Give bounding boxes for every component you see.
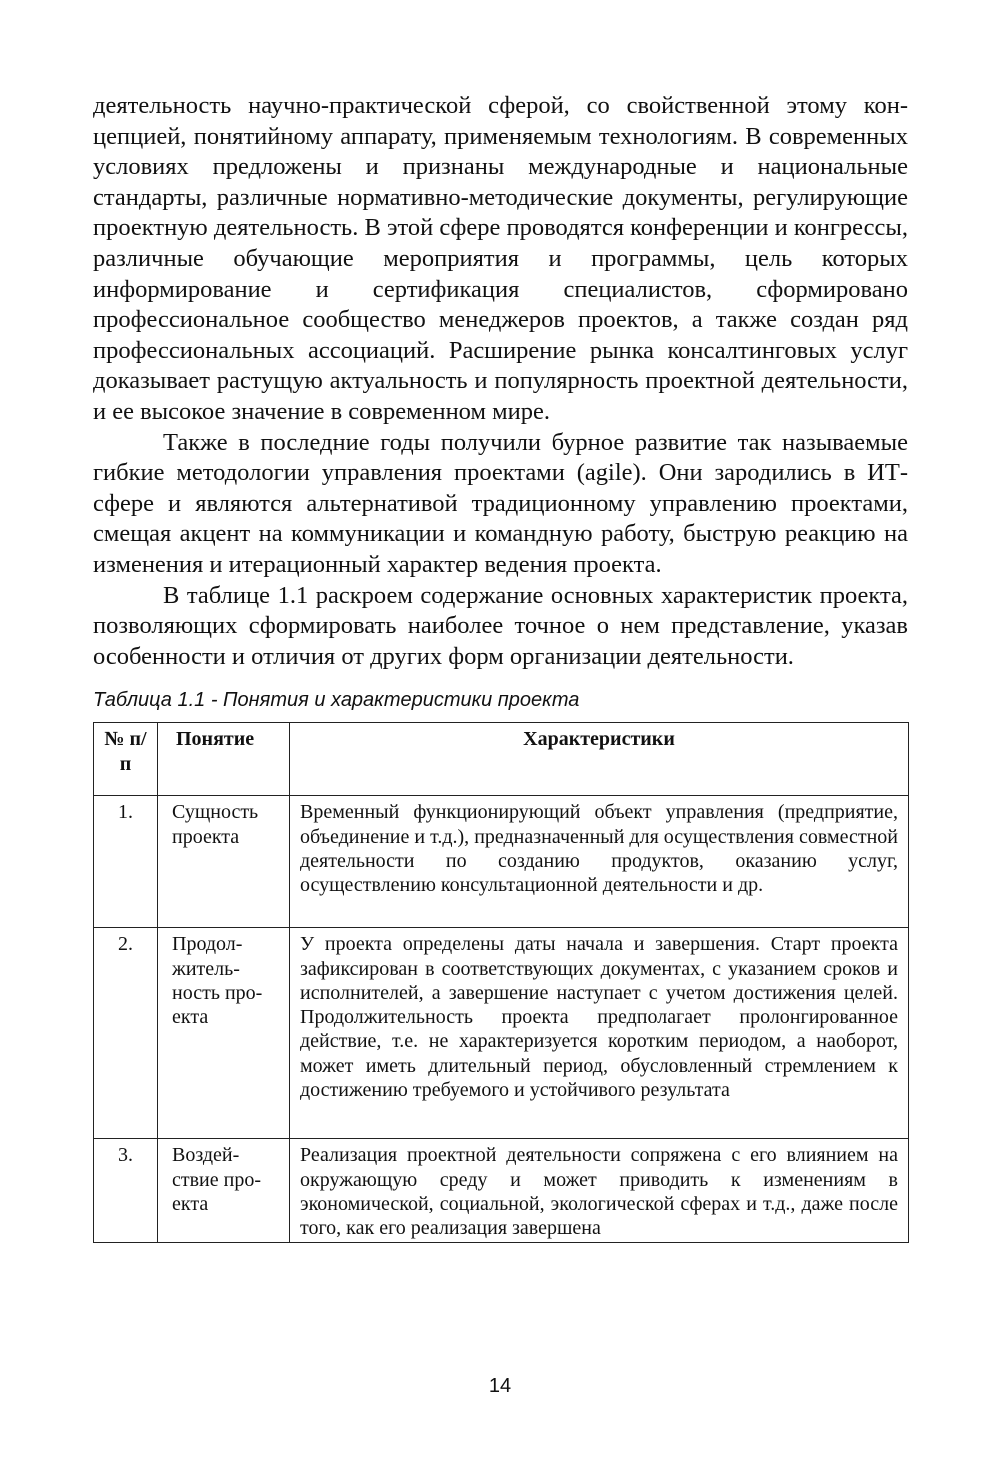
header-concept: Понятие [158,723,290,796]
body-paragraph-2: Также в последние годы получили бурное развитие так называемые гибкие методологии управления проектами (agile). Они зародились в ИТ-сфере и являются альтернативой традиционному управлению проектами, смещая акцент на коммуникации и командную работу, быструю реакцию на изменения и итерационный характер ведения проекта. [93,428,908,578]
row-characteristics: У проекта определены даты начала и завершения. Старт проекта зафиксирован в соответствующих документах, с указанием сроков и исполнителей, а завершение наступает с учетом достижения целей. Продолжительность проекта предполагает пролонгированное действие, т.е. не характеризуется коротким периодом, а наоборот, может иметь длительный период, обусловленный стремлением к достижению требуемого и устойчивого результата [290,928,909,1139]
table-row [94,1139,909,1243]
row-num: 3. [94,1139,158,1243]
row-concept: Продолжительность проекта [158,928,290,1139]
table-header-row [94,723,909,796]
header-characteristics: Характеристики [290,723,909,796]
page-number: 14 [488,1375,512,1397]
row-characteristics: Реализация проектной деятельности сопряжена с его влиянием на окружающую среду и может приводить к изменениям в экономической, социальной, экологической сферах и т.д., даже после того, как его реализация завершена [290,1139,909,1243]
header-num: № п/п [94,723,158,796]
table-row [94,796,909,928]
row-num: 2. [94,928,158,1139]
table-caption: Таблица 1.1 - Понятия и характеристики проекта [93,689,580,712]
body-paragraph-3: В таблице 1.1 раскроем содержание основных характеристик проекта, позволяющих сформировать наиболее точное о нем представление, указав особенности и отличия от других форм организации деятельности. [93,581,908,670]
concepts-table [93,722,909,1243]
row-concept: Воздействие проекта [158,1139,290,1243]
table-row [94,928,909,1139]
row-num: 1. [94,796,158,928]
row-concept: Сущность проекта [158,796,290,928]
row-characteristics: Временный функционирующий объект управления (предприятие, объединение и т.д.), предназначенный для осуществления совместной деятельности по созданию продуктов, оказанию услуг, осуществлению консультационной деятельности и др. [290,796,909,928]
body-paragraph-1: деятельность научно-практической сферой, со свойственной этому концепцией, понятийному аппарату, применяемым технологиям. В современных условиях предложены и признаны международные и национальные стандарты, различные нормативно-методические документы, регулирующие проектную деятельность. В этой сфере проводятся конференции и конгрессы, различные обучающие мероприятия и программы, цель которых информирование и сертификация специалистов, сформировано профессиональное сообщество менеджеров проектов, а также создан ряд профессиональных ассоциаций. Расширение рынка консалтинговых услуг доказывает растущую актуальность и популярность проектной деятельности, и ее высокое значение в современном мире. [93,92,908,425]
document-page [93,91,908,1243]
